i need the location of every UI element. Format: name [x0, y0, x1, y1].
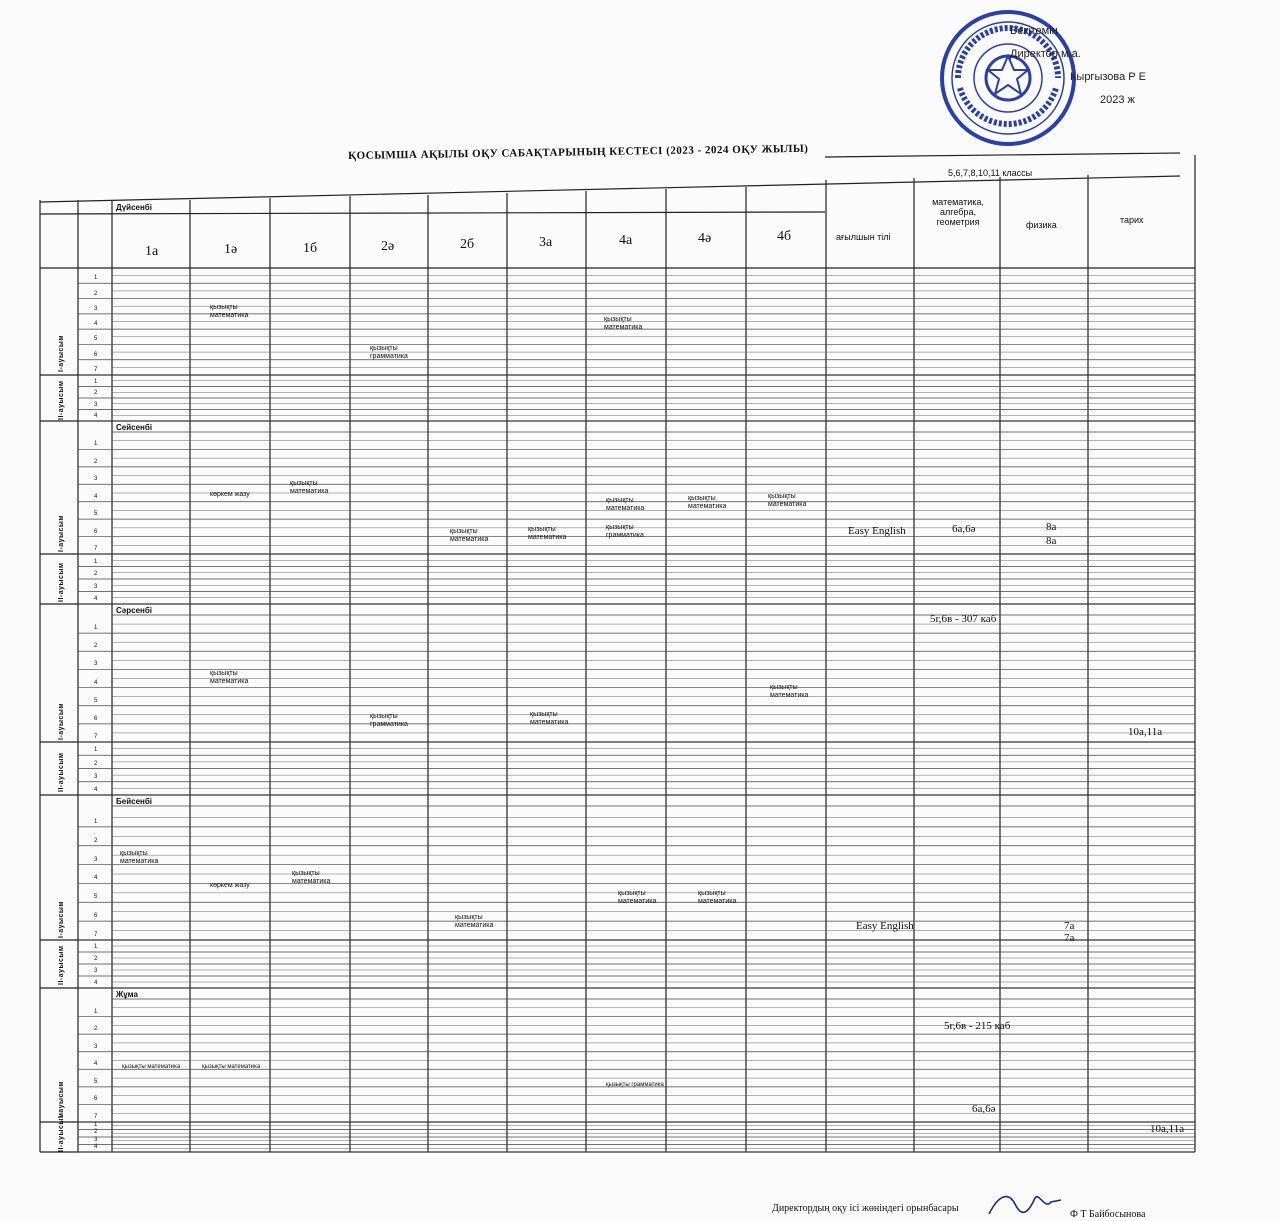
- lesson-number: 7: [94, 367, 98, 373]
- entry-word: қызықты: [618, 890, 646, 897]
- col-header-2b: 2б: [460, 237, 475, 252]
- thu-4e-6: [698, 890, 736, 906]
- entry-word: қызықты: [770, 684, 798, 691]
- lesson-number: 7: [94, 546, 98, 552]
- entry-word: қызықты: [768, 493, 796, 500]
- thu-1b-5: [292, 870, 330, 886]
- entry-word: математика: [455, 922, 494, 929]
- shift-label-tue-2: ІІ-ауысым: [58, 562, 65, 602]
- col-header-1e: 1ә: [224, 242, 238, 257]
- lesson-number: 5: [94, 894, 98, 901]
- col-header-4b: 4б: [777, 229, 792, 244]
- col-header-4e: 4ә: [698, 231, 712, 246]
- day-thursday: Бейсенбі: [116, 797, 153, 806]
- shift-label-thu-2: ІІ-ауысым: [58, 945, 65, 985]
- fri-math-7: 6а,6ә: [972, 1103, 996, 1115]
- lesson-number: 1: [94, 441, 98, 448]
- entry-word: қызықты: [688, 495, 716, 502]
- col-header-3a: 3а: [539, 235, 553, 250]
- lesson-number: 6: [94, 528, 98, 535]
- lesson-number: 7: [94, 1114, 98, 1120]
- lesson-number: 1: [94, 625, 98, 632]
- approval-line-4: 2023 ж: [1100, 94, 1135, 106]
- approval-line-3: Кыргызова Р Е: [1070, 71, 1147, 83]
- entry-word: грамматика: [370, 721, 408, 728]
- col-header-2e: 2ә: [381, 239, 395, 254]
- lesson-number: 3: [94, 583, 98, 590]
- lesson-number: 1: [94, 1008, 98, 1015]
- tue-physics-6: 8а: [1046, 521, 1057, 533]
- footer-name: Ф Т Байбосынова: [1070, 1209, 1146, 1220]
- subject-header-math: математика, алгебра, геометрия: [932, 197, 984, 227]
- lesson-number: 6: [94, 351, 98, 358]
- lesson-number: 3: [94, 661, 98, 668]
- lesson-number: 3: [94, 476, 98, 483]
- lesson-number: 2: [94, 643, 98, 650]
- lesson-number: 2: [94, 956, 98, 962]
- entry-word: қызықты: [370, 345, 398, 352]
- entry-word: қызықты: [370, 713, 398, 720]
- wed-2e-6: [370, 713, 408, 729]
- entry-word: математика: [530, 719, 569, 726]
- entry-word: математика: [604, 324, 643, 331]
- entry-word: математика: [210, 678, 249, 685]
- entry-word: математика: [698, 898, 737, 905]
- wed-3a-6: [530, 711, 568, 727]
- subject-header-physics: физика: [1026, 220, 1057, 230]
- entry-word: қызықты: [120, 850, 148, 857]
- fri-1a-5: қызықты математика: [122, 1064, 181, 1070]
- lesson-number: 3: [94, 305, 98, 312]
- thu-1a-4: [120, 850, 158, 866]
- lesson-number: 3: [94, 968, 98, 974]
- tue-4a-6: [606, 524, 644, 540]
- entry-word: қызықты: [455, 914, 483, 921]
- subject-header-english: ағылшын тілі: [836, 232, 891, 242]
- shift-label-fri-2: ІІ-ауысым: [58, 1112, 65, 1152]
- lesson-number: 5: [94, 336, 98, 343]
- tue-4a-5: [606, 497, 644, 513]
- thu-physics-6: 7а: [1064, 920, 1075, 932]
- mon-4a-5: [604, 316, 642, 332]
- lesson-number: 3: [94, 856, 98, 863]
- tue-3a-6: [528, 526, 566, 542]
- entry-word: математика: [290, 488, 329, 495]
- lesson-number: 7: [94, 734, 98, 740]
- day-tuesday: Сейсенбі: [116, 423, 153, 432]
- lesson-number: 4: [94, 1061, 98, 1068]
- entry-word: математика: [770, 692, 809, 699]
- tue-1b-5: [290, 480, 328, 496]
- lesson-number: 6: [94, 715, 98, 722]
- entry-word: қызықты: [604, 316, 632, 323]
- entry-word: грамматика: [370, 353, 408, 360]
- entry-word: математика: [768, 501, 807, 508]
- col-header-4a: 4а: [619, 233, 633, 248]
- lesson-number: 3: [94, 773, 98, 780]
- thu-english-7: Easy English: [856, 920, 914, 932]
- tue-1e-5: көркем жазу: [210, 491, 250, 498]
- lesson-number: 5: [94, 1078, 98, 1085]
- entry-word: математика: [450, 536, 489, 543]
- entry-word: математика: [120, 858, 159, 865]
- lesson-number: 1: [94, 275, 98, 282]
- tue-math-6: 6а,6ә: [952, 523, 976, 535]
- day-wednesday: Сәрсенбі: [116, 606, 153, 615]
- approval-line-1: Бекітемін: [1010, 25, 1058, 37]
- lesson-number: 4: [94, 321, 98, 328]
- lesson-number: 4: [94, 1144, 98, 1150]
- lesson-number: 4: [94, 596, 98, 602]
- tue-english-6: Easy English: [848, 525, 906, 537]
- entry-word: қызықты: [606, 497, 634, 504]
- lesson-number: 1: [94, 818, 98, 825]
- shift-label-wed-2: ІІ-ауысым: [58, 752, 65, 792]
- fri-1e-5: қызықты математика: [202, 1064, 261, 1070]
- thu-4a-6: [618, 890, 656, 906]
- signature: [985, 1188, 1065, 1220]
- lesson-number: 5: [94, 511, 98, 518]
- lesson-number: 3: [94, 1043, 98, 1050]
- entry-word: математика: [618, 898, 657, 905]
- entry-word: математика: [210, 312, 249, 319]
- lesson-number: 2: [94, 390, 98, 396]
- lesson-number: 2: [94, 458, 98, 465]
- lesson-number: 2: [94, 290, 98, 297]
- lesson-number: 1: [94, 378, 98, 385]
- lesson-number: 4: [94, 679, 98, 686]
- fri-4a-6: қызықты грамматика: [606, 1082, 664, 1088]
- lesson-number: 2: [94, 760, 98, 767]
- entry-word: қызықты: [606, 524, 634, 531]
- footer-position: Директордың оқу ісі жөніндегі орынбасары: [772, 1203, 959, 1214]
- wed-4b-5: [770, 684, 808, 700]
- lesson-number: 2: [94, 1026, 98, 1033]
- wed-1e-5: [210, 670, 248, 686]
- lesson-number: 4: [94, 413, 98, 419]
- approval-line-2: Директор м.а.: [1010, 48, 1081, 60]
- entry-word: қызықты: [450, 528, 478, 535]
- subject-header-history: тарих: [1120, 215, 1144, 225]
- thu-2b-7: [455, 914, 493, 930]
- lesson-number: 2: [94, 571, 98, 577]
- entry-word: қызықты: [292, 870, 320, 877]
- tue-physics-7: 8а: [1046, 535, 1057, 547]
- lesson-number: 7: [94, 932, 98, 938]
- shift-label-mon-2: ІІ-ауысым: [58, 380, 65, 420]
- entry-word: қызықты: [290, 480, 318, 487]
- lesson-number: 4: [94, 875, 98, 882]
- entry-word: қызықты: [210, 670, 238, 677]
- lesson-number: 6: [94, 1096, 98, 1103]
- shift-label-fri-1: І-ауысым: [58, 1080, 65, 1118]
- entry-word: математика: [606, 505, 645, 512]
- lesson-number: 4: [94, 787, 98, 793]
- fri-math-2: 5г,6в - 215 каб: [944, 1020, 1011, 1032]
- lesson-number: 2: [94, 837, 98, 844]
- entry-word: қызықты: [530, 711, 558, 718]
- mon-1e-5: [210, 304, 248, 320]
- entry-word: математика: [528, 534, 567, 541]
- col-header-1a: 1а: [145, 244, 159, 259]
- entry-word: қызықты: [698, 890, 726, 897]
- lesson-number: 3: [94, 1136, 98, 1143]
- thu-physics-7: 7а: [1064, 932, 1075, 944]
- lesson-number: 5: [94, 697, 98, 704]
- mon-2e-6: [370, 345, 408, 361]
- upper-classes-header: 5,6,7,8,10,11 классы: [948, 168, 1033, 178]
- thu-1e-5: көркем жазу: [210, 882, 250, 889]
- document-title: ҚОСЫМША АҚЫЛЫ ОҚУ САБАҚТАРЫНЫҢ КЕСТЕСІ (2023 - 2024 ОҚУ ЖЫЛЫ): [348, 142, 809, 162]
- fri-history-ii-1: 10а,11а: [1150, 1123, 1185, 1135]
- lesson-number: 1: [94, 747, 98, 754]
- tue-4e-5: [688, 495, 726, 511]
- lesson-number: 3: [94, 401, 98, 408]
- shift-label-mon-1: І-ауысым: [58, 334, 65, 372]
- entry-word: математика: [688, 503, 727, 510]
- tue-4b-5: [768, 493, 806, 509]
- entry-word: математика: [292, 878, 331, 885]
- day-friday: Жұма: [116, 990, 138, 999]
- entry-word: қызықты: [210, 304, 238, 311]
- lesson-number: 1: [94, 1121, 98, 1128]
- tue-2b-6: [450, 528, 488, 544]
- lesson-number: 2: [94, 1129, 98, 1135]
- shift-label-tue-1: І-ауысым: [58, 514, 65, 552]
- entry-word: қызықты: [528, 526, 556, 533]
- lesson-number: 1: [94, 558, 98, 565]
- col-header-1b: 1б: [303, 241, 318, 256]
- shift-label-thu-1: І-ауысым: [58, 900, 65, 938]
- day-monday: Дүйсенбі: [116, 203, 152, 212]
- wed-math-1: 5г,6в - 307 каб: [930, 613, 997, 625]
- wed-history-7: 10а,11а: [1128, 726, 1163, 738]
- lesson-number: 4: [94, 493, 98, 500]
- lesson-number: 1: [94, 944, 98, 950]
- lesson-number: 6: [94, 913, 98, 920]
- shift-label-wed-1: І-ауысым: [58, 702, 65, 740]
- entry-word: грамматика: [606, 532, 644, 539]
- lesson-number: 4: [94, 980, 98, 986]
